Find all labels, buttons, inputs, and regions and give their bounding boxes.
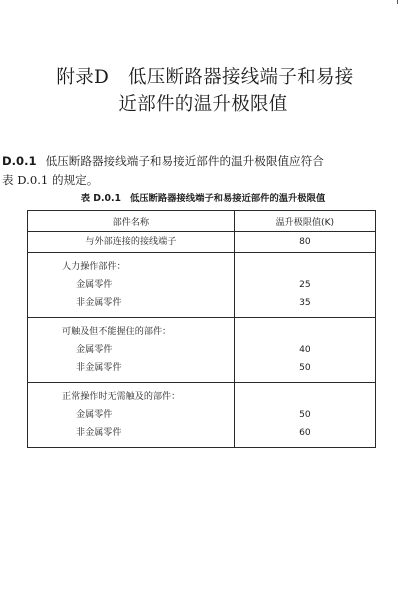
cell-group-values xyxy=(234,253,375,318)
table-caption-title: 低压断路器接线端子和易接近部件的温升极限值 xyxy=(130,193,326,204)
item-name: 金属零件 xyxy=(76,410,113,420)
clause-text-line-1: 低压断路器接线端子和易接近部件的温升极限值应符合 xyxy=(45,154,324,168)
value-spacer xyxy=(235,388,375,406)
clause-text-line-2: 表 D.0.1 的规定。 xyxy=(2,173,99,187)
item-value: 40 xyxy=(299,345,311,355)
value-spacer xyxy=(235,323,375,341)
item-value: 60 xyxy=(299,428,311,438)
cell-part-name xyxy=(28,232,235,253)
table-row-group-not-touched xyxy=(28,383,376,448)
part-name-terminals: 与外部连接的接线端子 xyxy=(85,237,177,247)
table-row-terminals xyxy=(28,232,376,253)
clause-paragraph xyxy=(2,152,397,190)
item-value: 35 xyxy=(299,298,311,308)
cell-part-group-names xyxy=(28,253,235,318)
appendix-title-line-2: 近部件的温升极限值 xyxy=(118,94,288,115)
item-value: 50 xyxy=(299,410,311,420)
value-spacer xyxy=(235,258,375,276)
clause-row-1 xyxy=(2,152,397,171)
item-value: 50 xyxy=(299,363,311,373)
group-heading-touchable: 可触及但不能握住的部件： xyxy=(62,327,172,337)
group-heading-manual-operation: 人力操作部件： xyxy=(62,262,126,272)
item-name: 非金属零件 xyxy=(76,428,122,438)
table-row-group-touchable xyxy=(28,318,376,383)
temp-limit-terminals: 80 xyxy=(299,237,311,247)
cell-group-values xyxy=(234,383,375,448)
cell-part-group-names xyxy=(28,318,235,383)
table-row-group-manual-operation xyxy=(28,253,376,318)
cell-group-values xyxy=(234,318,375,383)
clause-number: D.0.1 xyxy=(2,154,37,168)
header-temp-limit: 温升极限值(K) xyxy=(234,211,375,232)
page-edge-mark xyxy=(397,0,398,4)
table-header-row xyxy=(28,211,376,232)
table-caption-number: 表 D.0.1 xyxy=(80,193,121,204)
item-name: 非金属零件 xyxy=(76,298,122,308)
cell-part-group-names xyxy=(28,383,235,448)
appendix-title xyxy=(0,64,406,118)
item-name: 金属零件 xyxy=(76,280,113,290)
item-value: 25 xyxy=(299,280,311,290)
appendix-title-line-1: 附录D 低压断路器接线端子和易接 xyxy=(56,67,354,88)
group-heading-not-touched: 正常操作时无需触及的部件： xyxy=(62,392,181,402)
cell-temp-limit xyxy=(234,232,375,253)
table-caption xyxy=(0,193,406,205)
header-part-name: 部件名称 xyxy=(28,211,235,232)
item-name: 金属零件 xyxy=(76,345,113,355)
item-name: 非金属零件 xyxy=(76,363,122,373)
temperature-rise-table xyxy=(27,210,376,448)
